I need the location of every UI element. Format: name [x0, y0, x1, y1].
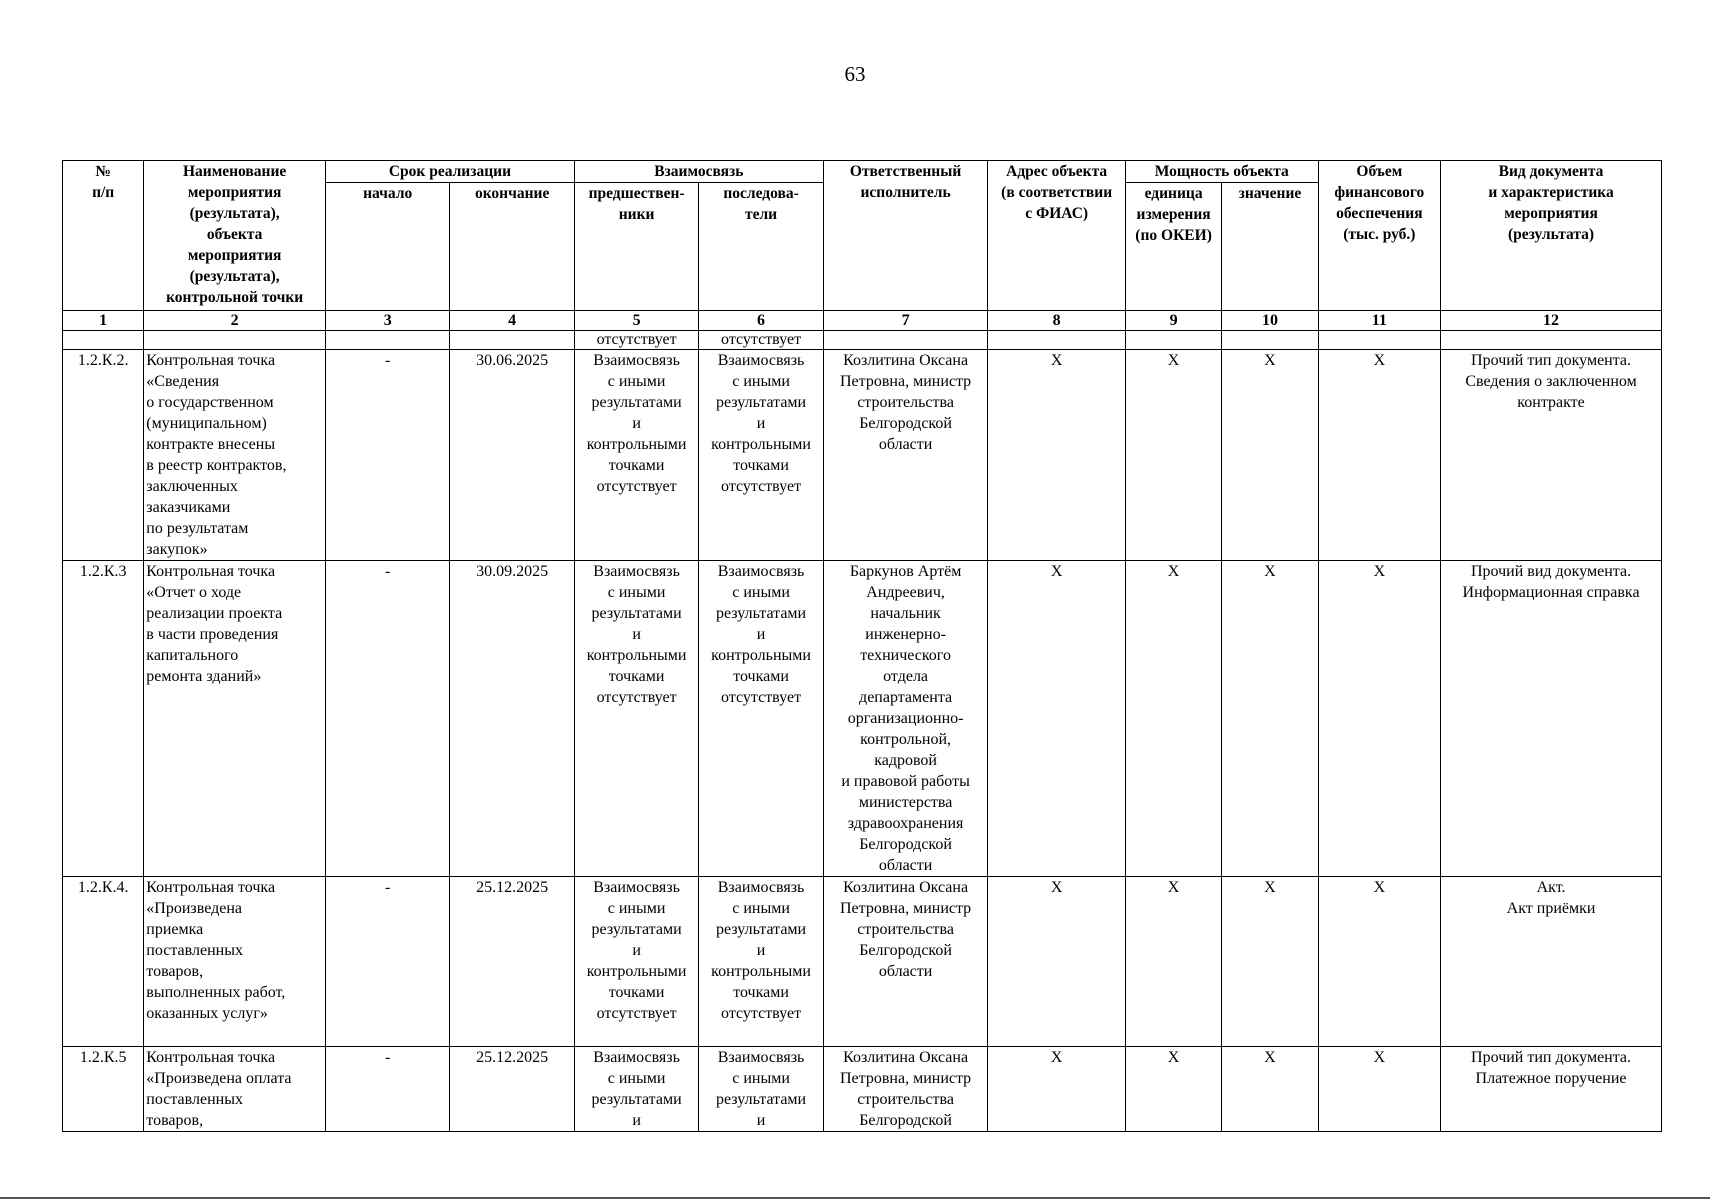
row-end: 25.12.2025	[450, 1047, 574, 1132]
row-value: X	[1222, 561, 1318, 877]
carryover-succ: отсутствует	[699, 331, 823, 350]
row-address: X	[988, 350, 1126, 561]
row-value: X	[1222, 1047, 1318, 1132]
row-responsible: Козлитина Оксана Петровна, министр строительства Белгородской области	[823, 877, 988, 1047]
header-term: Срок реализации	[325, 161, 574, 183]
carryover-pred: отсутствует	[574, 331, 698, 350]
control-points-table	[62, 160, 1662, 1132]
row-succ: Взаимосвязь с иными результатами и	[699, 1047, 823, 1132]
row-start: -	[325, 350, 449, 561]
column-number: 9	[1125, 311, 1221, 331]
column-number: 7	[823, 311, 988, 331]
header-responsible: Ответственный исполнитель	[823, 161, 988, 311]
carryover-row	[63, 331, 1662, 350]
column-number: 3	[325, 311, 449, 331]
column-number: 6	[699, 311, 823, 331]
row-finance: X	[1318, 350, 1440, 561]
table-row	[63, 561, 1662, 877]
row-end: 30.09.2025	[450, 561, 574, 877]
row-finance: X	[1318, 1047, 1440, 1132]
row-doc: Прочий тип документа. Платежное поручение	[1441, 1047, 1662, 1132]
column-number: 12	[1441, 311, 1662, 331]
row-name: Контрольная точка «Отчет о ходе реализации проекта в части проведения капитального ремонта зданий»	[144, 561, 326, 877]
row-name: Контрольная точка «Произведена приемка поставленных товаров, выполненных работ, оказанных услуг»	[144, 877, 326, 1047]
row-num: 1.2.К.2.	[63, 350, 144, 561]
row-address: X	[988, 877, 1126, 1047]
row-address: X	[988, 1047, 1126, 1132]
row-address: X	[988, 561, 1126, 877]
row-finance: X	[1318, 877, 1440, 1047]
header-term-end: окончание	[450, 183, 574, 311]
page-number: 63	[844, 62, 866, 86]
row-succ: Взаимосвязь с иными результатами и контрольными точками отсутствует	[699, 561, 823, 877]
row-num: 1.2.К.5	[63, 1047, 144, 1132]
column-number: 8	[988, 311, 1126, 331]
column-number: 11	[1318, 311, 1440, 331]
row-doc: Акт. Акт приёмки	[1441, 877, 1662, 1047]
row-num: 1.2.К.3	[63, 561, 144, 877]
row-num: 1.2.К.4.	[63, 877, 144, 1047]
row-doc: Прочий вид документа. Информационная справка	[1441, 561, 1662, 877]
header-link: Взаимосвязь	[574, 161, 823, 183]
row-pred: Взаимосвязь с иными результатами и контрольными точками отсутствует	[574, 561, 698, 877]
header-doc: Вид документа и характеристика мероприятия (результата)	[1441, 161, 1662, 311]
row-unit: X	[1125, 350, 1221, 561]
row-value: X	[1222, 350, 1318, 561]
row-start: -	[325, 1047, 449, 1132]
column-number: 1	[63, 311, 144, 331]
header-num: № п/п	[63, 161, 144, 311]
table-row	[63, 877, 1662, 1047]
table-row	[63, 350, 1662, 561]
header-link-succ: последова- тели	[699, 183, 823, 311]
page-bottom-edge	[0, 1197, 1710, 1199]
column-number: 2	[144, 311, 326, 331]
row-finance: X	[1318, 561, 1440, 877]
row-doc: Прочий тип документа. Сведения о заключенном контракте	[1441, 350, 1662, 561]
header-capacity: Мощность объекта	[1125, 161, 1318, 183]
column-number: 5	[574, 311, 698, 331]
row-unit: X	[1125, 561, 1221, 877]
header-cap-value: значение	[1222, 183, 1318, 311]
table-row	[63, 1047, 1662, 1132]
row-unit: X	[1125, 1047, 1221, 1132]
row-pred: Взаимосвязь с иными результатами и контрольными точками отсутствует	[574, 350, 698, 561]
row-end: 25.12.2025	[450, 877, 574, 1047]
row-responsible: Баркунов Артём Андреевич, начальник инженерно- технического отдела департамента организационно- контрольной, кадровой и правовой работы министерства здравоохранения Белгородской области	[823, 561, 988, 877]
header-link-pred: предшествен- ники	[574, 183, 698, 311]
header-finance: Объем финансового обеспечения (тыс. руб.)	[1318, 161, 1440, 311]
row-pred: Взаимосвязь с иными результатами и	[574, 1047, 698, 1132]
row-name: Контрольная точка «Сведения о государственном (муниципальном) контракте внесены в реестр контрактов, заключенных заказчиками по результатам закупок»	[144, 350, 326, 561]
header-name: Наименование мероприятия (результата), объекта мероприятия (результата), контрольной точки	[144, 161, 326, 311]
column-number: 10	[1222, 311, 1318, 331]
row-end: 30.06.2025	[450, 350, 574, 561]
header-cap-unit: единица измерения (по ОКЕИ)	[1125, 183, 1221, 311]
row-unit: X	[1125, 877, 1221, 1047]
row-start: -	[325, 561, 449, 877]
header-term-start: начало	[325, 183, 449, 311]
row-succ: Взаимосвязь с иными результатами и контрольными точками отсутствует	[699, 350, 823, 561]
row-succ: Взаимосвязь с иными результатами и контрольными точками отсутствует	[699, 877, 823, 1047]
row-name: Контрольная точка «Произведена оплата поставленных товаров,	[144, 1047, 326, 1132]
column-number: 4	[450, 311, 574, 331]
row-start: -	[325, 877, 449, 1047]
row-value: X	[1222, 877, 1318, 1047]
header-address: Адрес объекта (в соответствии с ФИАС)	[988, 161, 1126, 311]
row-pred: Взаимосвязь с иными результатами и контрольными точками отсутствует	[574, 877, 698, 1047]
row-responsible: Козлитина Оксана Петровна, министр строительства Белгородской области	[823, 350, 988, 561]
row-responsible: Козлитина Оксана Петровна, министр строительства Белгородской	[823, 1047, 988, 1132]
